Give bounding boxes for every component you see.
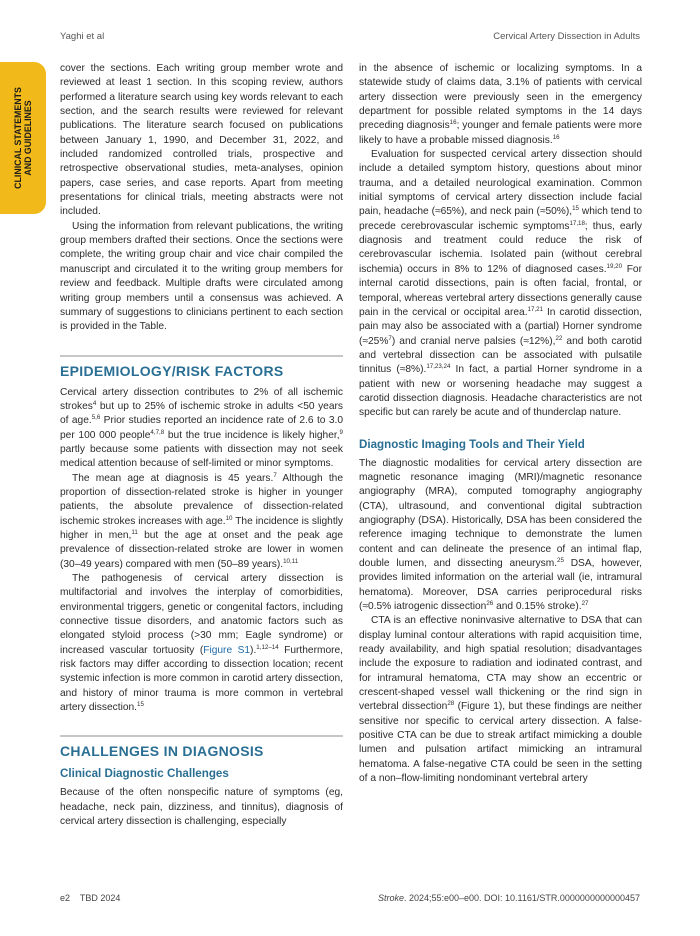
- doi-citation[interactable]: . 2024;55:e00–e00. DOI: 10.1161/STR.0000000000000457: [403, 893, 640, 903]
- citation[interactable]: 16: [449, 119, 457, 127]
- citation[interactable]: 17,21: [527, 305, 544, 313]
- journal-name: Stroke: [377, 893, 404, 903]
- left-column: [60, 62, 343, 829]
- running-header-title: Cervical Artery Dissection in Adults: [493, 31, 640, 42]
- paragraph-epidemiology-1: Cervical artery dissection contributes to 2% of all ischemic strokes$^4$ but up to 25% of ischemic stroke in adults <50 years of age.$^{5,6}$ Prior studies reported an incidence rate of 2.6 to 3.0 per 100 000 people$^{4,7,8}$ but the true incidence is likely higher,$^9$ partly because some patients with dissection may not seek medical attention because of self-limited or minor symptoms.: [60, 386, 343, 470]
- heading-epidemiology: EPIDEMIOLOGY/RISK FACTORS: [60, 362, 284, 379]
- citation[interactable]: 10: [225, 514, 233, 522]
- paragraph-evaluation: Evaluation for suspected cervical artery dissection should include a detailed symptom history, questions about minor trauma, and a detailed neurological examination. Common initial symptoms of cervical artery dissection include facial pain, headache (≈65%), and neck pain (≈50%),$^{15}$ which tend to precede cerebrovascular ischemic symptoms$^{17,18}$; thus, early diagnosis and treatment could reduce the risk of cerebrovascular ischemia. Isolated pain (without cerebral ischemia) occurs in 8% to 12% of diagnosed cases.$^{19,20}$ For internal carotid dissections, pain is often facial, frontal, or temporal, whereas vertebral artery dissections generally cause pain in the cervical or occipital area.$^{17,21}$ In carotid dissection, pain may also be associated with a (partial) Horner syndrome (≈25%$^7$) and cranial nerve palsies (≈12%),$^{22}$ and both carotid and vertebral dissection can be associated with pulsatile tinnitus (≈8%).$^{17,23,24}$ In fact, a partial Horner syndrome in a patient with new or worsening headache may suggest a carotid dissection diagnosis. Headache characteristics are not specific but can rarely be acute and of thunderclap nature.: [359, 149, 642, 419]
- subheading-imaging-tools: Diagnostic Imaging Tools and Their Yield: [359, 437, 585, 451]
- section-divider: [60, 355, 343, 357]
- section-divider: [60, 735, 343, 737]
- citation[interactable]: 11: [131, 528, 138, 536]
- citation[interactable]: 25: [557, 557, 564, 564]
- paragraph-missed-diagnosis: in the absence of ischemic or localizing symptoms. In a statewide study of claims data, 3.1% of patients with cervical artery dissection were previously seen in the emergency department for possible related symptoms in the 14 days preceding diagnosis$^{16}$; younger and female patients were more likely to have a probable missed diagnosis.$^{16}$: [359, 63, 642, 146]
- paragraph-drafting: Using the information from relevant publications, the writing group members drafted their sections. Once the sections were complete, the writing group chair and vice chair compiled the manuscript and circulated it to the writing group members for review and feedback. Multiple drafts were circulated among writing group members until a consensus was achieved. A summary of suggestions to clinicians pertinent to each section is provided in the Table.: [60, 220, 343, 333]
- footer-citation: [378, 893, 640, 903]
- citation[interactable]: 17,23,24: [426, 363, 451, 371]
- citation[interactable]: 28: [447, 700, 455, 708]
- citation[interactable]: 16: [552, 133, 560, 141]
- paragraph-clinical-1: Because of the often nonspecific nature of symptoms (eg, headache, neck pain, dizziness, and tinnitus), diagnosis of cervical artery dissection is challenging, especially: [60, 787, 343, 828]
- citation[interactable]: 26: [486, 600, 494, 608]
- side-tab-label: [13, 87, 33, 189]
- citation[interactable]: 4: [92, 399, 97, 407]
- citation[interactable]: 10,11: [283, 557, 299, 565]
- citation[interactable]: 17,18: [569, 219, 585, 227]
- right-column: [359, 62, 642, 787]
- page-number: e2: [60, 893, 71, 903]
- figure-s1-link[interactable]: Figure S1: [203, 644, 251, 656]
- citation[interactable]: 22: [555, 334, 563, 342]
- section-side-tab: [0, 62, 46, 214]
- issue-date: TBD 2024: [79, 893, 121, 903]
- subheading-clinical-challenges: Clinical Diagnostic Challenges: [60, 767, 229, 781]
- side-tab-line-1: CLINICAL STATEMENTS: [13, 87, 23, 189]
- heading-challenges: CHALLENGES IN DIAGNOSIS: [60, 743, 264, 760]
- footer-left: [60, 893, 120, 903]
- citation[interactable]: 15: [572, 205, 579, 213]
- side-tab-line-2: AND GUIDELINES: [23, 100, 33, 176]
- paragraph-cta: CTA is an effective noninvasive alternative to DSA that can display luminal contour alterations with rapid acquisition time, ready availability, and high spatial resolution; disadvantages include the exposure to radiation and iodinated contrast, and for intramural hematoma, CTA may show an eccentric or crescent-shaped vessel wall thickening or the rind sign in vertebral dissection$^{28}$ (Figure 1), but these findings are neither sensitive nor specific to cervical artery dissection. A false-positive CTA can be due to streak artifact mimicking a double lumen and pulsation artifact mimicking an intramural hematoma. A false-negative CTA could be seen in the setting of a non–flow-limiting nondominant vertebral artery: [359, 615, 642, 785]
- citation[interactable]: 4,7,8: [150, 428, 165, 436]
- running-header-authors: Yaghi et al: [60, 31, 105, 42]
- citation[interactable]: 9: [339, 428, 343, 436]
- citation[interactable]: 7: [388, 334, 392, 342]
- citation[interactable]: 19,20: [606, 262, 623, 270]
- paragraph-epidemiology-3: The pathogenesis of cervical artery dissection is multifactorial and involves the interplay of comorbidities, environmental triggers, genetic or congenital factors, including connective tissue disorders, and anatomic factors such as elongated styloid process (>30 mm; Eagle syndrome) or increased vascular tortuosity (Figure S1).$^{1,12-14}$ Furthermore, risk factors may differ according to dissection location; recent systemic infection is more common in carotid artery dissection, and history of minor trauma is more common in vertebral artery dissection.$^{15}$: [60, 573, 343, 714]
- citation[interactable]: 5,6: [91, 414, 101, 422]
- paragraph-methods-continued: cover the sections. Each writing group member wrote and reviewed at least 1 section. In this scoping review, authors performed a literature search using key words relevant to each section, and the search results were reviewed for relevant publications. The literature search focused on publications between January 1, 1990, and December 31, 2022, and included randomized controlled trials, prospective and retrospective observational studies, meta-analyses, opinion papers, case series, and case reports. Apart from meeting presentations for clinical trials, meeting abstracts were not included.: [60, 63, 343, 218]
- paragraph-imaging-modalities: The diagnostic modalities for cervical artery dissection are magnetic resonance imaging (MRI)/magnetic resonance angiography (MRA), computed tomography angiography (CTA), ultrasound, and conventional digital subtraction angiography (DSA). Historically, DSA has been considered the reference imaging technique to demonstrate the lumen content and can delineate the presence of an intimal flap, double lumen, and dissecting aneurysm.$^{25}$ DSA, however, provides limited information on the arterial wall (ie, intramural hematoma). Moreover, DSA carries periprocedural risks (≈0.5% iatrogenic dissection$^{26}$ and 0.15% stroke).$^{27}$: [359, 457, 642, 613]
- paragraph-epidemiology-2: The mean age at diagnosis is 45 years.$^7$ Although the proportion of dissection-related stroke is higher in younger patients, the absolute prevalence of dissection-related ischemic strokes increases with age.$^{10}$ The incidence is slightly higher in men,$^{11}$ but the age at onset and the peak age prevalence of dissection-related stroke are lower in women (30–49 years) compared with men (50–89 years).$^{10,11}$: [60, 471, 344, 570]
- citation[interactable]: 1,12–14: [256, 643, 279, 651]
- citation[interactable]: 15: [137, 701, 144, 709]
- citation[interactable]: 7: [273, 471, 277, 479]
- citation[interactable]: 27: [581, 600, 589, 608]
